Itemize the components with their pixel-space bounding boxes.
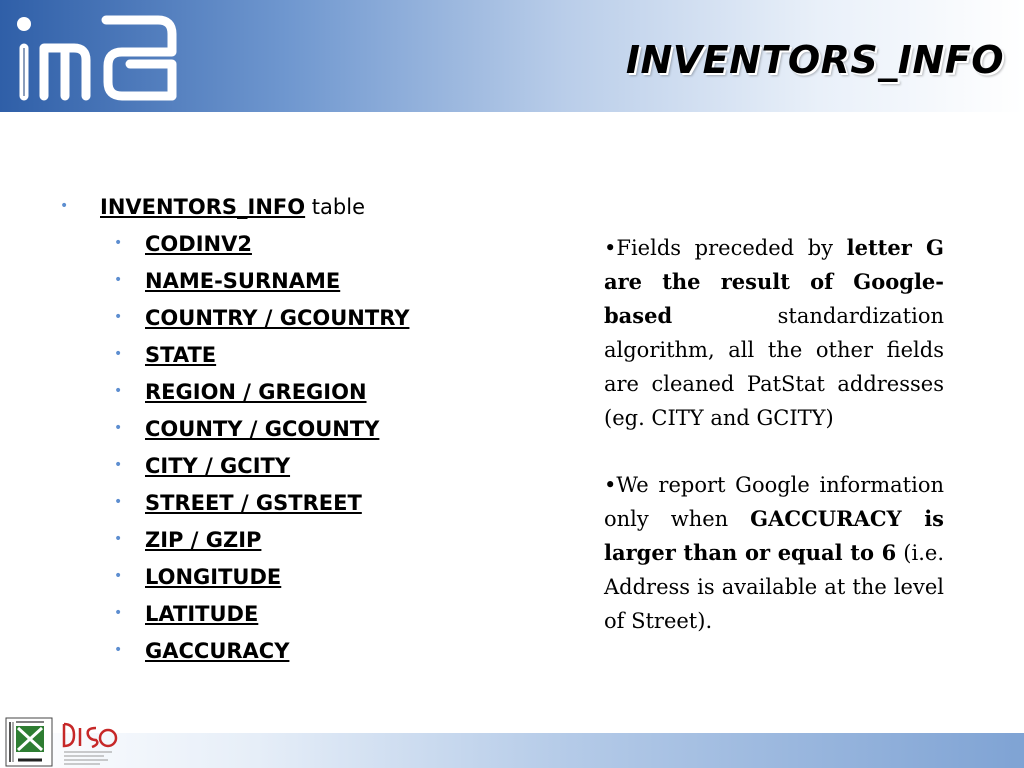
- list-item: [114, 638, 409, 675]
- field-label: LATITUDE: [145, 602, 259, 626]
- bullet-icon: •: [114, 272, 123, 288]
- imi-logo: [8, 8, 184, 104]
- list-item: [114, 527, 409, 564]
- field-label: STATE: [145, 343, 217, 367]
- list-item: [114, 490, 409, 527]
- explanation-text: [604, 231, 944, 638]
- p2-bold: GACCURACY is larger than or equal to 6: [604, 506, 944, 565]
- list-item: [114, 453, 409, 490]
- bullet-icon: •: [114, 531, 123, 547]
- bullet-icon: •: [114, 383, 123, 399]
- bullet-icon: •: [114, 568, 123, 584]
- p1-post: standardization algorithm, all the other fields are cleaned PatStat addresses (eg. CITY and GCITY): [604, 304, 944, 430]
- intro-strong: INVENTORS_INFO: [100, 195, 306, 219]
- field-label: CITY / GCITY: [145, 454, 291, 478]
- footer-band: [0, 733, 1024, 768]
- field-label: COUNTY / GCOUNTY: [145, 417, 380, 441]
- field-label: COUNTRY / GCOUNTRY: [145, 306, 410, 330]
- p2-pre: •We report Google information only when: [604, 473, 944, 531]
- field-label: NAME-SURNAME: [145, 269, 341, 293]
- bullet-icon: •: [114, 346, 123, 362]
- list-item: [114, 416, 409, 453]
- field-label: LONGITUDE: [145, 565, 282, 589]
- field-label: CODINV2: [145, 232, 252, 256]
- university-logos: [4, 716, 124, 768]
- bicocca-seal-icon: [6, 718, 52, 766]
- bullet-icon: •: [114, 309, 123, 325]
- slide-title: INVENTORS_INFO: [625, 38, 1004, 82]
- list-item-intro: [60, 194, 365, 221]
- field-label: GACCURACY: [145, 639, 290, 663]
- bullet-icon: •: [114, 420, 123, 436]
- list-item: [114, 305, 409, 342]
- bullet-icon: •: [114, 494, 123, 510]
- p1-bold: letter G are the result of Google-based: [604, 235, 944, 328]
- list-item: [114, 601, 409, 638]
- field-label: ZIP / GZIP: [145, 528, 262, 552]
- paragraph-gaccuracy: [604, 468, 944, 638]
- bullet-icon: •: [114, 457, 123, 473]
- list-item: [114, 268, 409, 305]
- list-item: [114, 379, 409, 416]
- paragraph-google-fields: [604, 231, 944, 435]
- bullet-icon: •: [114, 235, 123, 251]
- intro-rest: table: [305, 195, 365, 219]
- header-band: [0, 0, 1024, 112]
- list-item: [114, 564, 409, 601]
- bullet-icon: •: [60, 198, 69, 214]
- field-list: [114, 231, 409, 675]
- field-label: STREET / GSTREET: [145, 491, 362, 515]
- p2-post: (i.e. Address is available at the level of Street).: [604, 541, 944, 633]
- bullet-icon: •: [114, 605, 123, 621]
- bullet-icon: •: [114, 642, 123, 658]
- disco-logo-icon: [64, 724, 116, 764]
- list-item: [114, 231, 409, 268]
- p1-pre: •Fields preceded by: [604, 236, 847, 260]
- list-item: [114, 342, 409, 379]
- field-label: REGION / GREGION: [145, 380, 367, 404]
